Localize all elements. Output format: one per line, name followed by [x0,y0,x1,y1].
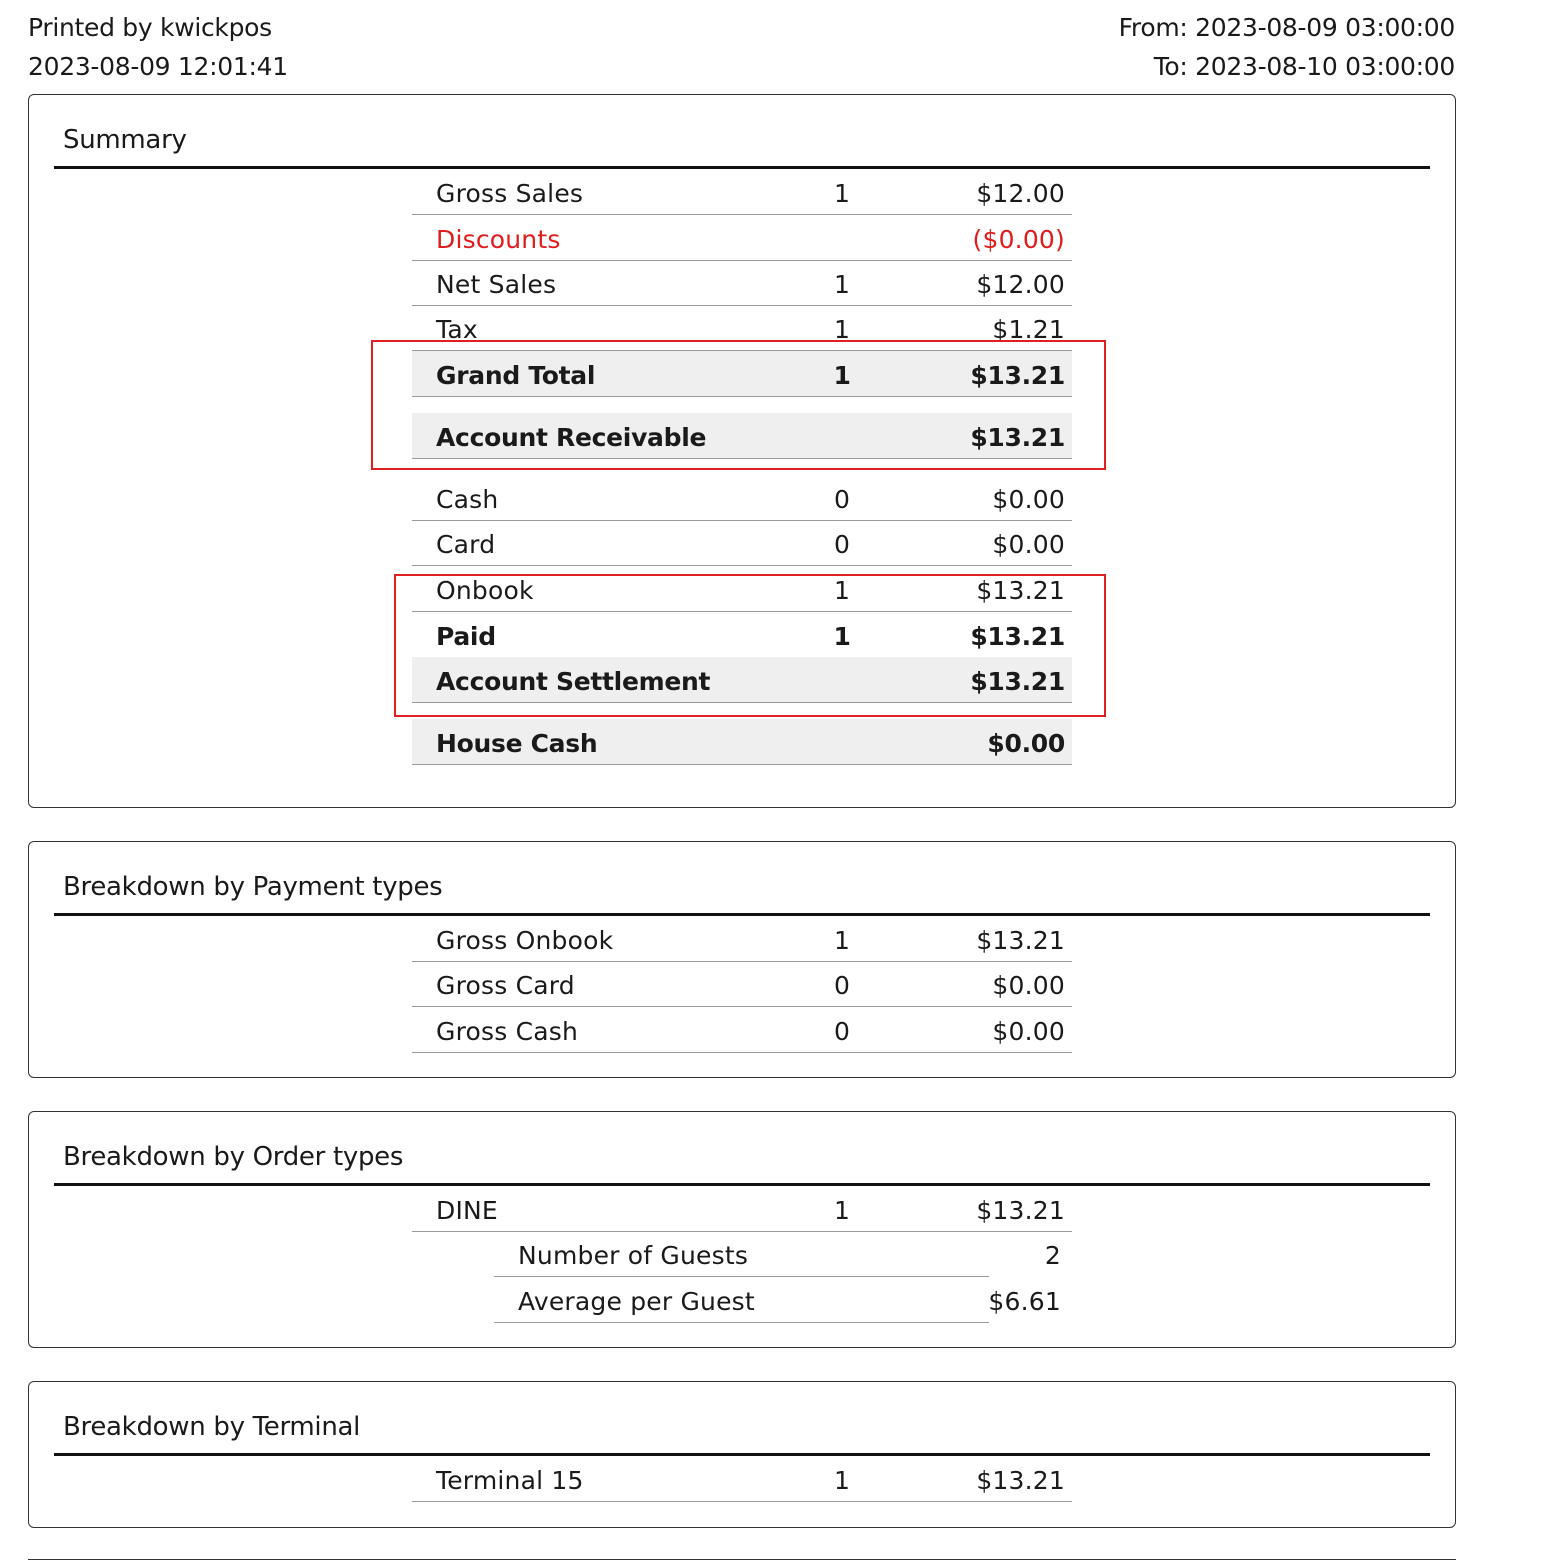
print-info [28,8,288,86]
terminal-panel [28,1381,1456,1528]
table-row: Gross Sales 1 $12.00 [412,169,1072,215]
date-range [1119,8,1455,86]
grand-total-row: Grand Total 1 $13.21 [412,351,1072,397]
next-panel-edge [28,1559,1456,1560]
table-row: Onbook 1 $13.21 [412,566,1072,612]
table-row: Tax 1 $1.21 [412,305,1072,351]
highlight-box-totals [371,340,1106,470]
date-from: From: 2023-08-09 03:00:00 [1118,13,1455,42]
table-row: Discounts ($0.00) [412,215,1072,261]
account-settlement-row: Account Settlement $13.21 [412,657,1072,703]
house-cash-row: House Cash $0.00 [412,719,1072,765]
panel-title: Breakdown by Order types [63,1142,404,1172]
panel-title: Summary [63,125,187,155]
table-row: Gross Cash 0 $0.00 [412,1007,1072,1053]
panel-title: Breakdown by Payment types [63,872,443,902]
table-row: Average per Guest $6.61 [494,1277,989,1323]
date-to: To: 2023-08-10 03:00:00 [1153,52,1455,81]
paid-row: Paid 1 $13.21 [412,612,1072,658]
account-receivable-row: Account Receivable $13.21 [412,413,1072,459]
table-row: DINE 1 $13.21 [412,1186,1072,1232]
table-row: Gross Card 0 $0.00 [412,961,1072,1007]
highlight-box-settlement [394,574,1106,717]
table-row: Terminal 15 1 $13.21 [412,1456,1072,1502]
panel-title: Breakdown by Terminal [63,1412,361,1442]
table-row: Net Sales 1 $12.00 [412,260,1072,306]
order-types-panel [28,1111,1456,1348]
printed-at: 2023-08-09 12:01:41 [28,52,288,81]
table-row: Gross Onbook 1 $13.21 [412,916,1072,962]
table-row: Number of Guests 2 [494,1231,989,1277]
printed-by: Printed by kwickpos [28,13,272,42]
table-row: Card 0 $0.00 [412,520,1072,566]
table-row: Cash 0 $0.00 [412,475,1072,521]
payment-types-panel [28,841,1456,1078]
